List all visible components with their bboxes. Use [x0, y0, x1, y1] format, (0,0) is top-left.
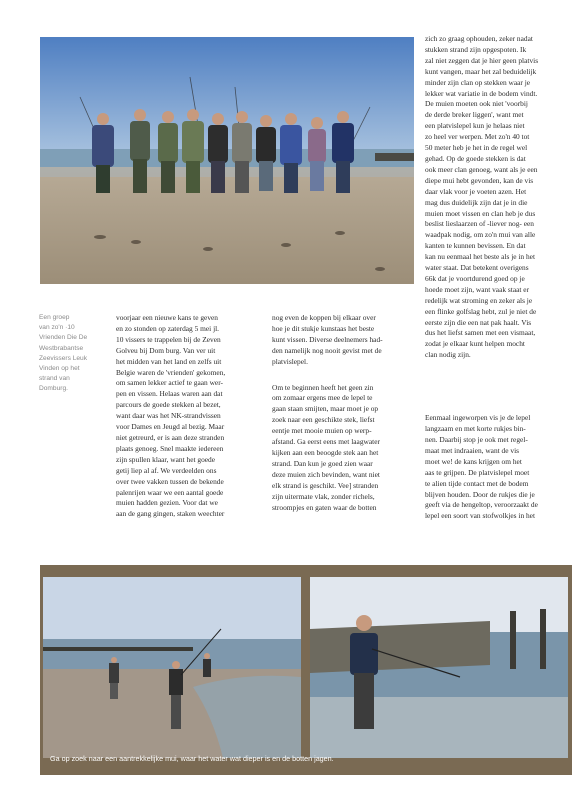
text-line: den namelijk nog nooit gevist met de [272, 345, 382, 355]
text-line: zoek naar een geschikte stek, liefst [272, 415, 375, 425]
text-line: daar vlak voor je voeten azen. Het [425, 186, 527, 196]
text-line: over twee vakken tussen de bekende [116, 476, 224, 486]
text-line: zich zo graag ophouden, zeker nadat [425, 34, 533, 43]
text-line: minder zijn clan op stekken waar je [425, 77, 531, 87]
text-line: waadpak nodig, om zo'n mui van alle [425, 230, 536, 240]
text-line: langzaam en met korte rukjes bin- [425, 424, 526, 434]
text-line: hoe je dit stukje kunstaas het beste [272, 323, 375, 333]
text-line: gaan staan smijten, maar moet je op [272, 404, 379, 414]
text-line: zo heel ver werpen. Met zo'n 40 tot [425, 132, 530, 142]
text-line: zijn spullen klaar, want het goede [116, 454, 216, 464]
text-line: zodat je elkaar kunt helpen mocht [425, 339, 525, 349]
text-line: Eenmaal ingeworpen vis je de lepel [425, 413, 531, 423]
caption-line: van zo'n ·10 [39, 324, 75, 332]
text-line: moet we! de kans krijgen om het [425, 456, 522, 466]
text-line: hoede moet zijn, want vaak staat er [425, 284, 530, 294]
text-line: nen. Daarbij stop je ook met regel- [425, 435, 528, 444]
text-line: De muien moeten ook niet 'voorbij [425, 99, 528, 109]
text-line: 66k dat je voortdurend goed op je [425, 273, 525, 283]
text-line: stroompjes en gaten waar de botten [272, 502, 377, 512]
text-line: parcours de goede stekken al bezet, [116, 400, 221, 410]
text-line: te alien tijde contact met de bodem [425, 478, 529, 488]
text-line: muien hadden gezien. Voor dat we [116, 498, 218, 508]
text-line: kijken aan een beoogde stek aan het [272, 447, 379, 457]
text-line: Om te beginnen heeft het geen zin [272, 382, 374, 392]
text-line: kanten te kunnen bevissen. En dat [425, 241, 526, 251]
text-line: om samen lekker actief te gaan wer- [116, 378, 223, 388]
caption-line: Een groep [39, 314, 70, 321]
text-line: aan de gang gingen, staken weechter [116, 509, 225, 519]
caption-line: Vrienden Die De [39, 334, 88, 342]
text-line: kunt vissen. Diverse deelnemers had- [272, 334, 383, 344]
text-line: platvislepel. [272, 356, 308, 366]
text-line: diepe mui hebt gevonden, kan de vis [425, 175, 534, 185]
text-line: nog even de koppen bij elkaar over [272, 313, 376, 322]
text-line: kan nu eenmaal het beste als je in het [425, 252, 535, 262]
bottom-photo-caption: Ga op zoek naar een aantrekkelijke mui, waar het water wat dieper is en de botten jagen. [50, 754, 334, 763]
text-line: blijven houden. Door de rukjes die je [425, 489, 535, 499]
text-line: kunt vangen, maar het zal beduidelijk [425, 66, 537, 76]
text-line: beslist lieslaarzen of -liever nog- een [425, 219, 534, 229]
text-line: strand. Dan kun je goed zien waar [272, 458, 373, 468]
text-line: water staat. Dat betekent overigens [425, 263, 529, 273]
text-line: niet getreurd, er is aan deze stranden [116, 432, 225, 442]
text-line: redelijk wat stroming en zeker als je [425, 295, 533, 305]
text-line: elk strand is geschikt. Vee] stranden [272, 480, 379, 490]
text-line: Golveu bij Dom burg. Van ver uit [116, 345, 216, 355]
text-line: de derde breker liggen', want met [425, 110, 524, 120]
text-line: voorjaar een nieuwe kans te geven [116, 313, 218, 322]
text-line: om zomaar ergens mee de lepel te [272, 393, 373, 403]
text-line: maat met indraaien, want de vis [425, 445, 519, 455]
article-column-2 [272, 313, 408, 513]
text-line: zijn uitermate vlak, zonder richels, [272, 491, 375, 501]
text-line: palenrijen waar we een aantal goede [116, 487, 224, 497]
text-line: mag dus duidelijk zijn dat je in die [425, 197, 528, 207]
text-line: en zo stonden op zaterdag 5 mei jl. [116, 323, 220, 333]
text-line: eentje met mooie muien op werp- [272, 426, 372, 436]
text-line: aas te grijpen. De platvislepel moet [425, 467, 530, 477]
pier-angler-photo [310, 577, 568, 758]
pier-angler-illustration [310, 577, 568, 758]
beach-anglers-photo [43, 577, 301, 758]
text-line: afstand. Ga eerst eens met laagwater [272, 437, 380, 447]
caption-line: Zeevissers Leuk [39, 354, 88, 362]
text-line: het midden van het land en zelfs uit [116, 356, 222, 366]
bottom-photo-strip [40, 565, 572, 775]
article-column-3 [425, 34, 568, 522]
photo-caption [39, 313, 91, 395]
text-line: 10 vissers te trappelen bij de Zeven [116, 334, 221, 344]
group-photo-illustration [40, 37, 414, 284]
caption-line: Westbrabantse [39, 344, 84, 352]
text-line: een platvislepel kun je helaas niet [425, 121, 525, 131]
text-line: zal niet zeggen dat je hier geen platvis [425, 55, 539, 65]
text-line: pen en vissen. Helaas waren aan dat [116, 389, 223, 399]
text-line: geeft via de hengeltop, veroorzaakt de [425, 500, 538, 510]
caption-line: Domburg. [39, 385, 68, 393]
text-line: plaats genoeg. Snel maakte iedereen [116, 443, 224, 453]
text-line: 50 meter heb je het in de regel wel [425, 143, 528, 153]
text-line: dus het liefst samen met een vismaat, [425, 328, 536, 338]
text-line: gehad. Op de goede stekken is dat [425, 153, 526, 163]
text-line: deze muien zich bevinden, want niet [272, 469, 380, 479]
text-line: een flinke golfslag hebt, zul je niet de [425, 306, 537, 316]
group-photo [40, 37, 414, 284]
text-line: lekker wat variatie in de bodem vindt. [425, 88, 538, 98]
text-line: eerste zijn die een nat pak haalt. Vis [425, 317, 532, 327]
text-line: voor Dames en Jeugd al bezig. Maar [116, 422, 225, 432]
caption-line: Vinden op het [39, 365, 80, 373]
caption-line: strand van [39, 375, 70, 383]
text-line: stukken strand zijn opgespoten. Ik [425, 44, 527, 54]
text-line: lepel een soort van stofwolkjes in het [425, 511, 536, 521]
article-column-1 [116, 313, 250, 520]
text-line: want daar was het NK-strandvissen [116, 411, 221, 421]
beach-anglers-illustration [43, 577, 301, 758]
text-line: Belgie waren de 'vrienden' gekomen, [116, 367, 226, 377]
text-line: muien moet vissen en clan heb je dus [425, 208, 536, 218]
text-line: getij liep al af. We verdeelden ons [116, 465, 217, 475]
text-line: clan nodig zijn. [425, 350, 471, 360]
text-line: ook meer clan genoeg, want als je een [425, 164, 538, 174]
